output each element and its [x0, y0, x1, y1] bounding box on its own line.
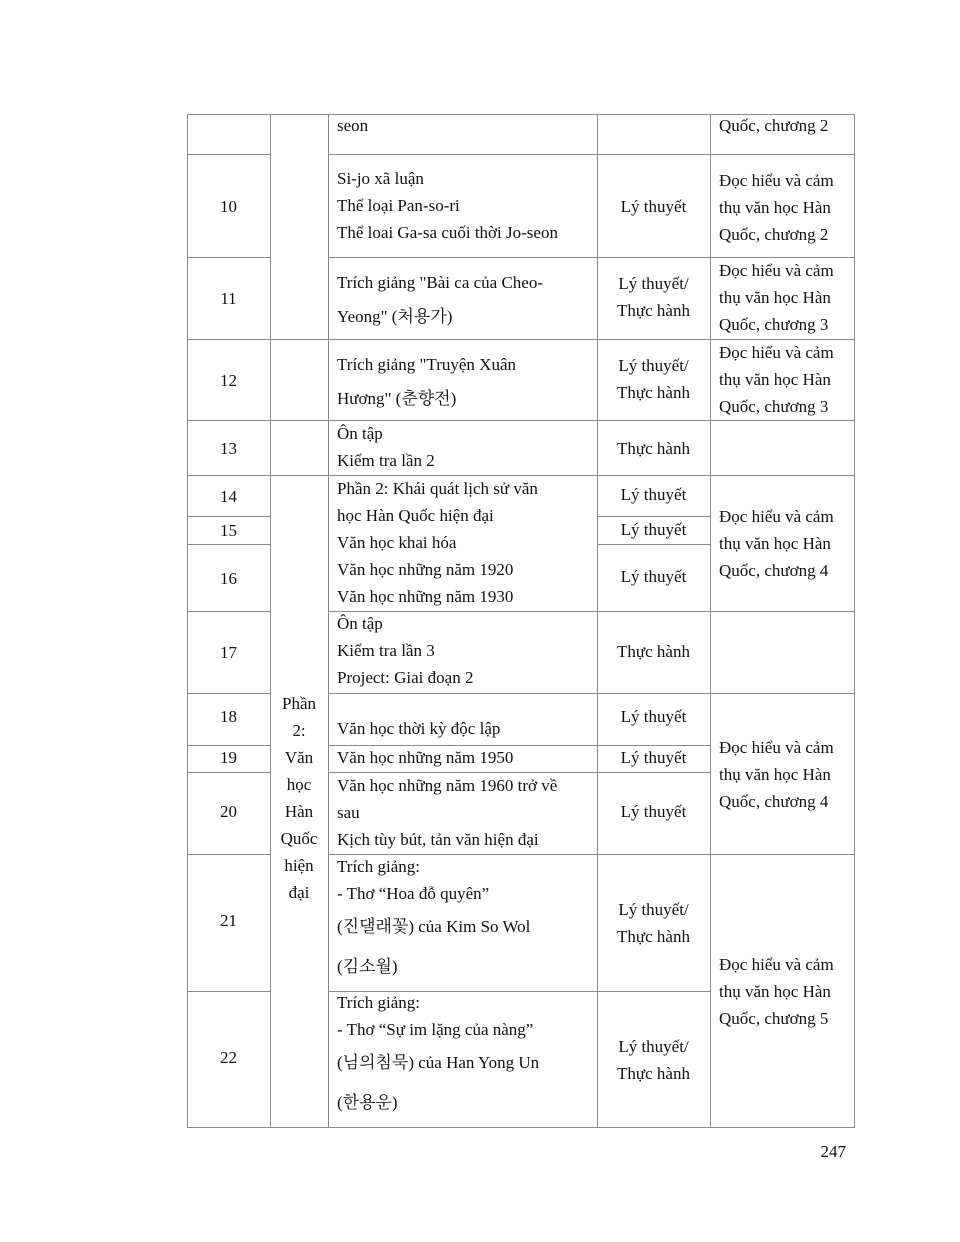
- content-cell: [328, 714, 597, 742]
- type-line: Thực hành: [617, 927, 690, 946]
- part-line: Hàn: [284, 802, 314, 821]
- type-line: Lý thuyết/: [618, 1037, 689, 1056]
- content-line: Ôn tập: [337, 424, 383, 443]
- type-line: Thực hành: [617, 641, 690, 661]
- type-cell: [597, 744, 710, 771]
- type-line: Lý thuyết: [620, 802, 687, 821]
- type-cell: [597, 773, 710, 850]
- table-border: [270, 114, 271, 1128]
- content-line: seon: [337, 115, 369, 135]
- doc-line: thụ văn học Hàn: [719, 981, 831, 1001]
- content-cell: [328, 419, 597, 475]
- content-line: Kịch tùy bút, tản văn hiện đại: [337, 829, 539, 849]
- content-line: Văn học những năm 1950: [337, 748, 514, 767]
- page-number: 247: [820, 1142, 846, 1161]
- type-cell: [597, 476, 710, 513]
- doc-line: Quốc, chương 3: [719, 314, 829, 334]
- doc-line: Quốc, chương 5: [719, 1008, 829, 1028]
- type-cell: [597, 340, 710, 418]
- doc-line: Đọc hiểu và cảm: [719, 507, 834, 526]
- row-number: 18: [220, 707, 237, 726]
- type-line: Lý thuyết: [620, 748, 687, 767]
- type-cell: [597, 694, 710, 739]
- content-cell: [328, 609, 597, 691]
- doc-line: Đọc hiểu và cảm: [719, 342, 834, 362]
- row-number: 19: [220, 748, 237, 767]
- row-number: 15: [220, 521, 237, 540]
- part-line: hiện: [284, 856, 314, 875]
- type-line: Lý thuyết: [620, 196, 687, 216]
- type-cell: [597, 421, 710, 475]
- content-line: Phần 2: Khái quát lịch sử văn: [337, 478, 538, 498]
- content-line: Trích giảng:: [337, 857, 420, 876]
- type-line: Thực hành: [617, 301, 690, 320]
- doc-cell-merged: [710, 476, 854, 611]
- content-line: Si-jo xã luận: [337, 168, 424, 188]
- doc-line: Đọc hiểu và cảm: [719, 954, 834, 974]
- doc-line: Đọc hiểu và cảm: [719, 260, 834, 280]
- doc-line: thụ văn học Hàn: [719, 369, 831, 389]
- row-number: 12: [220, 370, 237, 390]
- content-cell: [328, 989, 597, 1125]
- doc-line: Đọc hiểu và cảm: [719, 170, 834, 190]
- content-line: Yeong" (처용가): [337, 307, 453, 326]
- type-line: Lý thuyết: [620, 707, 687, 726]
- type-line: Lý thuyết: [620, 519, 687, 539]
- type-cell: [597, 855, 710, 991]
- row-number: 21: [220, 910, 237, 930]
- content-line: Kiểm tra lần 3: [337, 640, 435, 660]
- type-line: Thực hành: [617, 1064, 690, 1083]
- content-cell: [328, 853, 597, 988]
- doc-line: thụ văn học Hàn: [719, 287, 831, 307]
- doc-line: Quốc, chương 4: [719, 791, 829, 811]
- content-line: Văn học khai hóa: [337, 532, 457, 552]
- type-line: Thực hành: [617, 438, 690, 458]
- doc-line: Quốc, chương 4: [719, 561, 829, 580]
- content-line: (김소월): [337, 957, 398, 976]
- part-line: học: [286, 775, 312, 794]
- part-line: Phần: [282, 694, 316, 713]
- doc-cell-merged: [710, 855, 854, 1127]
- part-2-label: [270, 690, 328, 908]
- doc-cell: [710, 256, 854, 338]
- doc-line: thụ văn học Hàn: [719, 197, 831, 217]
- content-line: Trích giảng "Truyện Xuân: [337, 355, 516, 374]
- row-number: 16: [220, 568, 237, 588]
- content-cell: [328, 155, 597, 255]
- content-line: Trích giảng:: [337, 993, 420, 1012]
- row-number: 22: [220, 1047, 237, 1067]
- content-line: sau: [337, 802, 360, 822]
- type-cell: [597, 155, 710, 257]
- table-border: [187, 1127, 855, 1128]
- content-line: - Thơ “Hoa đỗ quyên”: [337, 884, 490, 903]
- type-cell: [597, 545, 710, 607]
- type-cell: [597, 515, 710, 543]
- content-line: (진댈래꽃) của Kim So Wol: [337, 917, 531, 936]
- row-number: 11: [220, 289, 237, 308]
- content-line: Ôn tập: [337, 613, 383, 633]
- row-number: 10: [220, 196, 237, 216]
- type-cell: [597, 258, 710, 336]
- content-line: - Thơ “Sự im lặng của nàng”: [337, 1020, 534, 1039]
- table-row: [328, 111, 597, 139]
- content-line: Hương" (춘향전): [337, 389, 457, 408]
- doc-line: thụ văn học Hàn: [719, 764, 831, 784]
- content-line: học Hàn Quốc hiện đại: [337, 505, 494, 525]
- content-line: Trích giảng "Bài ca của Cheo-: [337, 273, 544, 292]
- content-cell: [328, 346, 597, 418]
- content-line: Project: Giai đoạn 2: [337, 667, 474, 687]
- content-cell: [328, 264, 597, 336]
- type-line: Lý thuyết: [620, 566, 687, 586]
- type-cell: [597, 992, 710, 1128]
- content-cell-merged: [328, 474, 597, 610]
- doc-cell: [710, 338, 854, 420]
- doc-line: thụ văn học Hàn: [719, 534, 831, 553]
- content-line: Văn học thời kỳ độc lập: [337, 718, 501, 738]
- doc-line: Quốc, chương 2: [719, 115, 829, 135]
- doc-line: Quốc, chương 2: [719, 224, 829, 244]
- content-line: Văn học những năm 1960 trở về: [337, 775, 558, 795]
- part-line: Quốc: [280, 829, 318, 848]
- content-line: Kiểm tra lần 2: [337, 451, 435, 470]
- doc-cell-merged: [710, 694, 854, 854]
- content-line: (님의침묵) của Han Yong Un: [337, 1053, 540, 1072]
- content-line: Thể loai Ga-sa cuối thời Jo-seon: [337, 222, 558, 242]
- content-line: Thể loại Pan-so-ri: [337, 195, 460, 215]
- doc-cell: [710, 157, 854, 257]
- row-number: 14: [220, 486, 237, 506]
- type-line: Lý thuyết/: [618, 356, 689, 375]
- type-line: Thực hành: [617, 383, 690, 402]
- content-cell: [328, 771, 597, 853]
- table-border: [854, 114, 855, 1128]
- content-line: (한용운): [337, 1093, 398, 1112]
- doc-line: Đọc hiểu và cảm: [719, 737, 834, 757]
- content-line: Văn học những năm 1920: [337, 559, 514, 579]
- content-cell: [328, 744, 597, 771]
- part-line: Văn: [284, 748, 314, 767]
- type-line: Lý thuyết: [620, 485, 687, 504]
- row-number: 20: [220, 802, 237, 821]
- type-line: Lý thuyết/: [618, 274, 689, 293]
- part-line: đại: [288, 883, 310, 902]
- type-cell: [597, 612, 710, 690]
- type-line: Lý thuyết/: [618, 900, 689, 919]
- row-number: 13: [220, 438, 237, 458]
- content-line: Văn học những năm 1930: [337, 586, 514, 606]
- doc-cell: [710, 111, 854, 139]
- row-number: 17: [220, 643, 237, 662]
- part-line: 2:: [292, 721, 306, 740]
- doc-line: Quốc, chương 3: [719, 396, 829, 416]
